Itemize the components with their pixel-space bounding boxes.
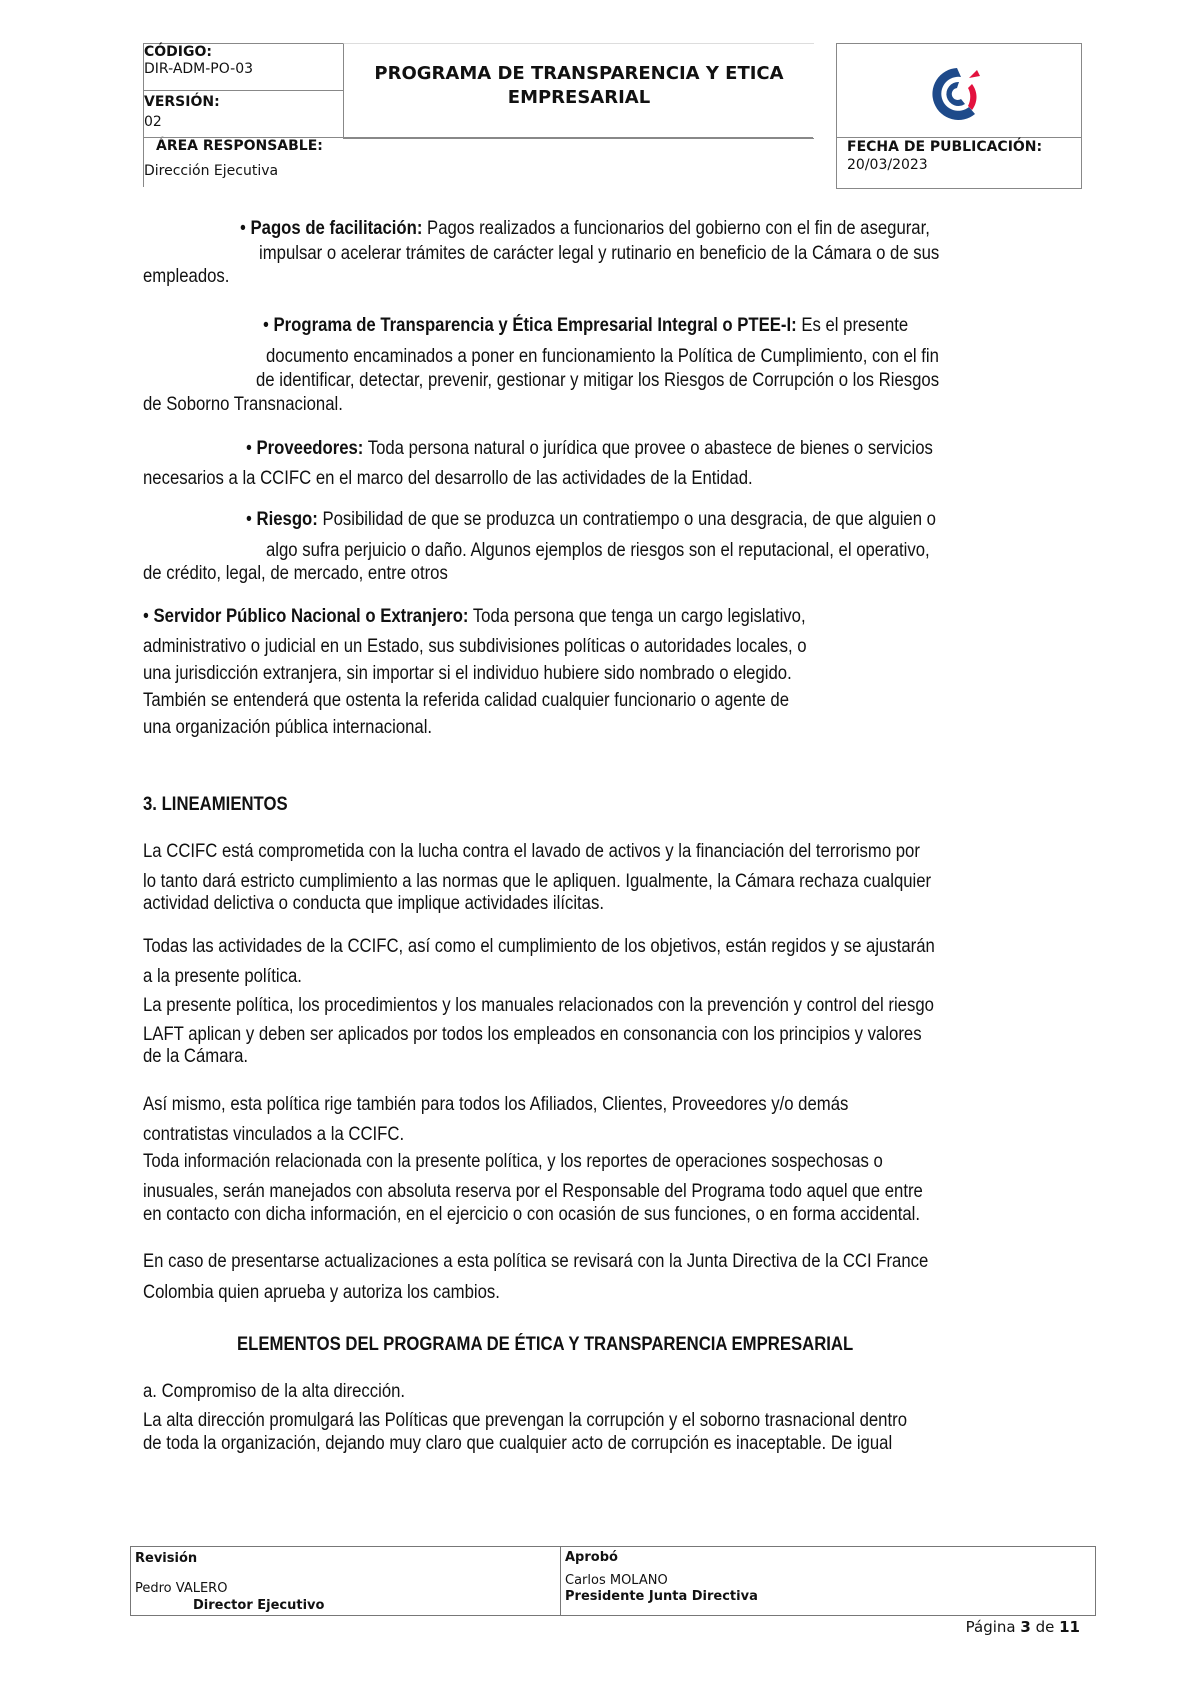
definition-text: empleados. — [143, 266, 230, 287]
paragraph-line: Toda información relacionada con la presente política, y los reportes de operaciones sospechosas o — [143, 1151, 883, 1172]
aprobo-label: Aprobó — [565, 1550, 618, 1565]
paragraph-line: inusuales, serán manejados con absoluta reserva por el Responsable del Programa todo aquel que entre — [143, 1181, 923, 1202]
revision-label: Revisión — [135, 1551, 198, 1566]
cci-logo-icon — [925, 62, 989, 126]
area-label: ÁREA RESPONSABLE: — [156, 138, 323, 154]
definition-term: Proveedores: — [256, 438, 364, 459]
definition-item: • Proveedores: Toda persona natural o jurídica que provee o abastece de bienes o servicios — [246, 438, 933, 459]
section-heading: 3. LINEAMIENTOS — [143, 794, 288, 815]
definition-text: documento encaminados a poner en funcionamiento la Política de Cumplimiento, con el fin — [266, 346, 939, 367]
title-line-1: PROGRAMA DE TRANSPARENCIA Y ETICA — [374, 63, 784, 84]
definition-text: impulsar o acelerar trámites de carácter legal y rutinario en beneficio de la Cámara o de sus — [259, 243, 940, 264]
definition-term: Pagos de facilitación: — [250, 218, 423, 239]
document-title-cell — [343, 43, 814, 139]
definition-text: una organización pública internacional. — [143, 717, 433, 738]
definition-text: Posibilidad de que se produzca un contratiempo o una desgracia, de que alguien o — [317, 509, 936, 530]
paragraph-line: Todas las actividades de la CCIFC, así como el cumplimiento de los objetivos, están regidos y se ajustarán — [143, 936, 935, 957]
section-heading: ELEMENTOS DEL PROGRAMA DE ÉTICA Y TRANSPARENCIA EMPRESARIAL — [237, 1334, 854, 1355]
title-line-2: EMPRESARIAL — [507, 87, 651, 108]
definition-item: • Pagos de facilitación: Pagos realizados a funcionarios del gobierno con el fin de asegurar, — [240, 218, 930, 239]
paragraph-line: La alta dirección promulgará las Políticas que prevengan la corrupción y el soborno trasnacional dentro — [143, 1410, 908, 1431]
paragraph-line: LAFT aplican y deben ser aplicados por todos los empleados en consonancia con los principios y valores — [143, 1024, 922, 1045]
page-current: 3 — [1020, 1618, 1031, 1636]
paragraph-line: actividad delictiva o conducta que implique actividades ilícitas. — [143, 893, 604, 914]
paragraph-line: lo tanto dará estricto cumplimiento a las normas que le apliquen. Igualmente, la Cámara rechaza cualquier — [143, 871, 932, 892]
paragraph-line: contratistas vinculados a la CCIFC. — [143, 1124, 405, 1145]
definition-term: Riesgo: — [256, 509, 318, 530]
definition-text: una jurisdicción extranjera, sin importar si el individuo hubiere sido nombrado o elegido. — [143, 663, 792, 684]
definition-text: de identificar, detectar, prevenir, gestionar y mitigar los Riesgos de Corrupción o los Riesgos — [256, 370, 940, 391]
definition-text: algo sufra perjuicio o daño. Algunos ejemplos de riesgos son el reputacional, el operativo, — [266, 540, 930, 561]
fecha-value: 20/03/2023 — [847, 157, 928, 173]
definition-text: Es el presente — [796, 315, 909, 336]
aprobo-name: Carlos MOLANO — [565, 1573, 668, 1588]
paragraph-line: en contacto con dicha información, en el ejercicio o con ocasión de sus funciones, o en forma accidental. — [143, 1204, 921, 1225]
paragraph-line: de la Cámara. — [143, 1046, 249, 1067]
header-divider — [837, 137, 1081, 138]
paragraph-line: La CCIFC está comprometida con la lucha contra el lavado de activos y la financiación del terrorismo por — [143, 841, 920, 862]
paragraph-line: En caso de presentarse actualizaciones a esta política se revisará con la Junta Directiva de la CCI France — [143, 1251, 929, 1272]
definition-text: Toda persona natural o jurídica que provee o abastece de bienes o servicios — [363, 438, 933, 459]
revision-name: Pedro VALERO — [135, 1581, 228, 1596]
definition-text: de Soborno Transnacional. — [143, 394, 343, 415]
version-value: 02 — [144, 114, 162, 130]
revision-role: Director Ejecutivo — [193, 1598, 325, 1613]
document-title — [374, 62, 783, 110]
definition-text: necesarios a la CCIFC en el marco del desarrollo de las actividades de la Entidad. — [143, 468, 753, 489]
footer-divider — [560, 1547, 561, 1615]
paragraph-line: Así mismo, esta política rige también para todos los Afiliados, Clientes, Proveedores y/o demás — [143, 1094, 849, 1115]
paragraph-line: de toda la organización, dejando muy claro que cualquier acto de corrupción es inaceptable. De igual — [143, 1433, 893, 1454]
page-prefix: Página — [965, 1618, 1016, 1636]
definition-item: • Riesgo: Posibilidad de que se produzca un contratiempo o una desgracia, de que alguien o — [246, 509, 936, 530]
codigo-value: DIR-ADM-PO-03 — [144, 61, 254, 77]
definition-term: Servidor Público Nacional o Extranjero: — [153, 606, 469, 627]
header-info-block — [143, 43, 344, 187]
header-divider — [143, 90, 343, 91]
area-value: Dirección Ejecutiva — [144, 163, 279, 179]
definition-item: • Servidor Público Nacional o Extranjero: Toda persona que tenga un cargo legislativo, — [143, 606, 806, 627]
definition-term: Programa de Transparencia y Ética Empresarial Integral o PTEE-I: — [273, 315, 797, 336]
approval-table — [130, 1546, 1096, 1616]
page-total: 11 — [1059, 1618, 1080, 1636]
paragraph-line: a la presente política. — [143, 966, 302, 987]
codigo-label: CÓDIGO: — [144, 44, 212, 60]
paragraph-line: a. Compromiso de la alta dirección. — [143, 1381, 406, 1402]
definition-text: administrativo o judicial en un Estado, sus subdivisiones políticas o autoridades locales, o — [143, 636, 807, 657]
page-number — [966, 1618, 1080, 1636]
aprobo-role: Presidente Junta Directiva — [565, 1589, 758, 1604]
definition-text: de crédito, legal, de mercado, entre otros — [143, 563, 448, 584]
paragraph-line: La presente política, los procedimientos y los manuales relacionados con la prevención y control del riesgo — [143, 995, 934, 1016]
paragraph-line: Colombia quien aprueba y autoriza los cambios. — [143, 1282, 500, 1303]
definition-text: También se entenderá que ostenta la referida calidad cualquier funcionario o agente de — [143, 690, 790, 711]
definition-item: • Programa de Transparencia y Ética Empresarial Integral o PTEE-I: Es el presente — [263, 315, 909, 336]
definition-text: Pagos realizados a funcionarios del gobierno con el fin de asegurar, — [422, 218, 930, 239]
page-separator: de — [1035, 1618, 1055, 1636]
logo-date-cell — [836, 43, 1082, 189]
fecha-label: FECHA DE PUBLICACIÓN: — [847, 139, 1043, 155]
definition-text: Toda persona que tenga un cargo legislativo, — [468, 606, 806, 627]
version-label: VERSIÓN: — [144, 94, 220, 110]
